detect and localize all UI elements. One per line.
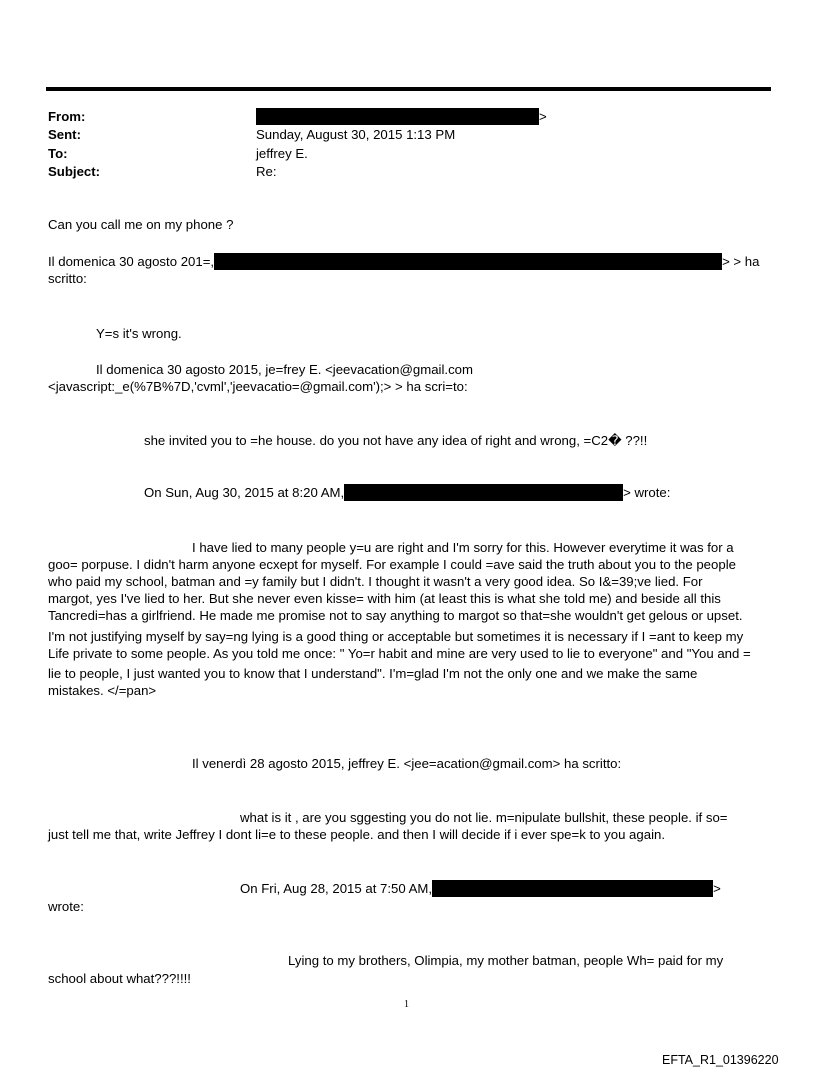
reply4-line2: just tell me that, write Jeffrey I dont li=e to these people. and then I will decide if i ever spe=k to you again. (48, 827, 665, 842)
from-label: From: (48, 109, 86, 124)
paragraph-line: lie to people, I just wanted you to know that I understand". I'm=glad I'm not the only one and we make the same (48, 666, 698, 681)
quote4-header: Il venerdì 28 agosto 2015, jeffrey E. <jee=acation@gmail.com> ha scritto: (192, 756, 622, 771)
quote5-header (240, 880, 721, 897)
header-rule (46, 87, 771, 91)
paragraph-line: I'm not justifying myself by say=ng lying is a good thing or acceptable but sometimes it is necessary if I =ant to keep my (48, 629, 744, 644)
reply5-line2: school about what???!!!! (48, 971, 191, 986)
redaction-from (256, 108, 539, 125)
quote1-suffix: > > ha (722, 254, 760, 269)
paragraph-line: margot, yes I've lied to her. But she never even kisse= with him (at least this is what she told me) and beside all this (48, 591, 721, 606)
page-number: 1 (404, 999, 409, 1010)
paragraph-line: I have lied to many people y=u are right and I'm sorry for this. However everytime it was for a (192, 540, 734, 555)
subject-value: Re: (256, 164, 277, 179)
to-label: To: (48, 146, 68, 161)
paragraph-line: mistakes. </=pan> (48, 683, 157, 698)
from-value (256, 108, 547, 125)
reply-wrong: Y=s it's wrong. (96, 326, 182, 341)
paragraph-line: Tancredi=has a girlfriend. He made me promise not to say anything to margot so that=she wouldn't get gelous or upset. (48, 608, 743, 623)
quote3-prefix: On Sun, Aug 30, 2015 at 8:20 AM, (144, 485, 345, 500)
paragraph-line: Life private to some people. As you told me once: " Yo=r habit and mine are very used to lie to everyone" and "You and = (48, 646, 751, 661)
quote1-prefix: Il domenica 30 agosto 201=, (48, 254, 215, 269)
to-value: jeffrey E. (256, 146, 308, 161)
paragraph-line: goo= porpuse. I didn't harm anyone ecxept for myself. For example I could =ave said the truth about you to the people (48, 557, 736, 572)
subject-label: Subject: (48, 164, 101, 179)
quote5-suffix: > (713, 881, 721, 896)
reply5-line1: Lying to my brothers, Olimpia, my mother batman, people Wh= paid for my (288, 953, 724, 968)
quote2-line2: <javascript:_e(%7B%7D,'cvml','jeevacatio=@gmail.com');> > ha scri=to: (48, 379, 468, 394)
sent-label: Sent: (48, 127, 81, 142)
quote1-header (48, 253, 759, 270)
document-id: EFTA_R1_01396220 (662, 1053, 779, 1067)
quote3-header (144, 484, 670, 501)
redaction-quote5 (432, 880, 713, 897)
quote2-line1: Il domenica 30 agosto 2015, je=frey E. <jeevacation@gmail.com (96, 362, 473, 377)
paragraph-line: who paid my school, batman and =y family but I didn't. I thought it wasn't a very good idea. So I&=39;ve lied. For (48, 574, 703, 589)
redaction-quote1 (214, 253, 722, 270)
sent-value: Sunday, August 30, 2015 1:13 PM (256, 127, 456, 142)
quote5-continued: wrote: (48, 899, 84, 914)
from-suffix: > (539, 109, 547, 124)
redaction-quote3 (344, 484, 623, 501)
reply-invited: she invited you to =he house. do you not have any idea of right and wrong, =C2� ??!! (144, 433, 648, 448)
reply4-line1: what is it , are you sggesting you do not lie. m=nipulate bullshit, these people. if so= (240, 810, 728, 825)
quote1-continued: scritto: (48, 271, 87, 286)
quote5-prefix: On Fri, Aug 28, 2015 at 7:50 AM, (240, 881, 433, 896)
quote3-suffix: > wrote: (623, 485, 671, 500)
message-line-call: Can you call me on my phone ? (48, 217, 234, 232)
